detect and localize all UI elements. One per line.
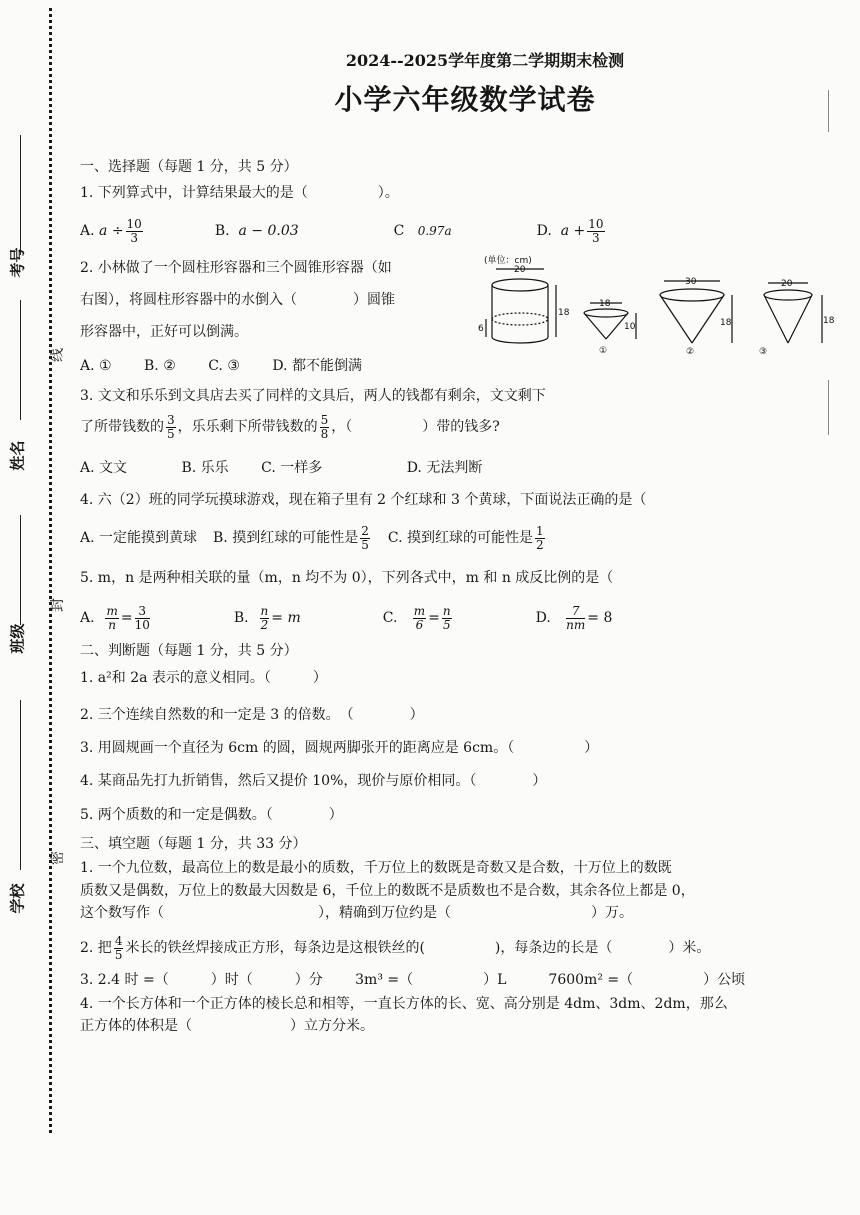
seal-mark-mi: 密 <box>50 851 66 865</box>
xingming-blank-line <box>20 300 21 420</box>
q3-options <box>80 458 482 478</box>
fig-cone1-height: 10 <box>624 322 636 332</box>
q5-option-c-lhs: $\frac{m}{6}$ <box>413 603 426 632</box>
fill-q1-line2: 质数又是偶数，万位上的数最大因数是 6，千位上的数既不是质数也不是合数，其余各位上都是 0， <box>80 883 695 899</box>
q3-option-b: B. 乐乐 <box>181 460 229 476</box>
q5-options: A. $\frac{m}{n}$ = $\frac{3}{10}$ B. $\frac{n}{2}$ = m C. $\frac{m}{6}$ = $\frac{n}{5}$ D. $\frac{7}{nm}$ = 8 <box>80 603 613 632</box>
fill-q3: 3. 2.4 时 =（ ）时（ ）分 3m³ =（ ）L 7600m² =（ ）公顷 <box>80 972 746 988</box>
fig-cone2-number: ② <box>686 347 695 355</box>
q4-option-a: A. 一定能摸到黄球 <box>80 530 198 546</box>
q5-stem: 5. m，n 是两种相关联的量（m，n 均不为 0），下列各式中，m 和 n 成反比例的是（ <box>80 570 614 586</box>
section2-heading: 二、判断题（每题 1 分，共 5 分） <box>80 643 298 659</box>
judge-q1: 1. a²和 2a 表示的意义相同。（ ） <box>80 670 327 686</box>
q1-option-c-label: C <box>393 223 405 239</box>
fig-cone2-diameter: 30 <box>685 277 697 287</box>
q5-option-b-lhs: $\frac{n}{2}$ <box>260 603 269 632</box>
q1-option-b-label: B. <box>214 223 230 239</box>
fill-q4-line1: 4. 一个长方体和一个正方体的棱长总和相等，一直长方体的长、宽、高分别是 4dm、3dm、2dm，那么 <box>80 996 728 1012</box>
q4-option-c: C. 摸到红球的可能性是 <box>387 530 533 546</box>
q5-option-a-lhs: $\frac{m}{n}$ <box>106 603 118 632</box>
xingming-label: 姓名 <box>8 440 27 471</box>
kaohao-blank-line <box>20 135 21 255</box>
q4-options <box>80 520 547 556</box>
judge-q3: 3. 用圆规画一个直径为 6cm 的圆，圆规两脚张开的距离应是 6cm。（ ） <box>80 740 599 756</box>
q2-options: A. ① B. ② C. ③ D. 都不能倒满 <box>80 358 362 374</box>
fig-cyl-water: 6 <box>478 324 484 334</box>
q1-option-a-expr: a ÷ <box>99 223 124 239</box>
fig-cone3-number: ③ <box>759 347 768 355</box>
kaohao-label: 考号 <box>8 247 27 278</box>
fig-cyl-diameter: 20 <box>514 265 526 275</box>
q2-container-figure <box>478 255 834 355</box>
fill-q2: 2. 把 $\frac{4}{5}$ 米长的铁丝焊接成正方形，每条边是这根铁丝的( )，每条边的长是（ ）米。 <box>80 933 711 962</box>
q4-option-b-fraction: $\frac{2}{5}$ <box>361 523 369 552</box>
q1-option-d-expr: a + <box>560 223 586 239</box>
fig-cone3-height: 18 <box>823 316 834 326</box>
q1-option-c-expr: 0.97a <box>417 224 452 238</box>
section3-heading: 三、填空题（每题 1 分，共 33 分） <box>80 836 307 852</box>
fig-cone3-diameter: 20 <box>781 279 793 289</box>
q1-option-b-expr: a − 0.03 <box>238 223 299 239</box>
fill-q2-fraction: $\frac{4}{5}$ <box>114 933 123 962</box>
q5-option-d-lhs: $\frac{7}{nm}$ <box>566 603 586 632</box>
fill-q1-line1: 1. 一个九位数，最高位上的数是最小的质数，千万位上的数既是奇数又是合数，十万位上的数既 <box>80 860 672 876</box>
judge-q4: 4. 某商品先打九折销售，然后又提价 10%，现价与原价相同。（ ） <box>80 773 547 789</box>
q2-stem-line2: 右图），将圆柱形容器中的水倒入（ ）圆锥 <box>80 292 395 308</box>
q3-option-a: A. 文文 <box>80 460 128 476</box>
q2-stem-line1: 2. 小林做了一个圆柱形容器和三个圆锥形容器（如 <box>80 260 392 276</box>
xuexiao-label: 学校 <box>8 883 27 914</box>
xuexiao-blank-line <box>20 700 21 870</box>
seal-mark-feng: 封 <box>50 598 66 612</box>
fig-cone1-diameter: 18 <box>599 299 611 309</box>
section1-heading: 一、选择题（每题 1 分，共 5 分） <box>80 159 298 175</box>
q4-option-c-fraction: $\frac{1}{2}$ <box>535 523 544 552</box>
q1-stem: 1. 下列算式中，计算结果最大的是（ ）。 <box>80 185 399 201</box>
exam-title: 小学六年级数学试卷 <box>334 83 596 116</box>
q5-option-a-rhs: $\frac{3}{10}$ <box>134 603 150 632</box>
seal-mark-xian: 线 <box>50 348 66 362</box>
q3-option-d: D. 无法判断 <box>406 460 483 476</box>
q3-fraction-2: $\frac{5}{8}$ <box>320 412 329 441</box>
fig-cone2-height: 18 <box>720 318 732 328</box>
fig-cone1-number: ① <box>599 346 608 355</box>
q1-option-d-label: D. <box>536 223 552 239</box>
scan-edge-mark <box>828 380 829 435</box>
q3-option-c: C. 一样多 <box>261 460 323 476</box>
q4-stem: 4. 六（2）班的同学玩摸球游戏，现在箱子里有 2 个红球和 3 个黄球，下面说法正确的是（ <box>80 492 647 508</box>
judge-q2: 2. 三个连续自然数的和一定是 3 的倍数。 （ ） <box>80 707 424 723</box>
fill-q4-line2: 正方体的体积是（ ）立方分米。 <box>80 1018 374 1034</box>
q1-option-d-fraction: $\frac{10}{3}$ <box>588 216 604 245</box>
fig-unit: (单位：cm) <box>484 256 532 266</box>
q3-stem-line1: 3. 文文和乐乐到文具店去买了同样的文具后，两人的钱都有剩余，文文剩下 <box>80 388 546 404</box>
q3-stem-line2: 了所带钱数的 $\frac{3}{5}$ ，乐乐剩下所带钱数的 $\frac{5}{8}$ ，（ ）带的钱多? <box>80 412 500 441</box>
q1-option-a-label: A. <box>80 223 95 239</box>
fig-cyl-height: 18 <box>558 308 570 318</box>
banji-blank-line <box>20 515 21 625</box>
judge-q5: 5. 两个质数的和一定是偶数。（ ） <box>80 807 343 823</box>
q4-option-b: B. 摸到红球的可能性是 <box>213 530 359 546</box>
q5-option-c-rhs: $\frac{n}{5}$ <box>442 603 451 632</box>
q3-fraction-1: $\frac{3}{5}$ <box>167 412 175 441</box>
banji-label: 班级 <box>8 623 27 654</box>
fill-q1-line3: 这个数写作（ ），精确到万位约是（ ）万。 <box>80 905 633 921</box>
q1-option-a-fraction: $\frac{10}{3}$ <box>126 216 142 245</box>
exam-subtitle: 2024--2025学年度第二学期期末检测 <box>345 51 625 70</box>
q1-options <box>80 214 607 248</box>
q2-stem-line3: 形容器中，正好可以倒满。 <box>80 324 248 340</box>
binding-dotted-line <box>49 8 56 1133</box>
